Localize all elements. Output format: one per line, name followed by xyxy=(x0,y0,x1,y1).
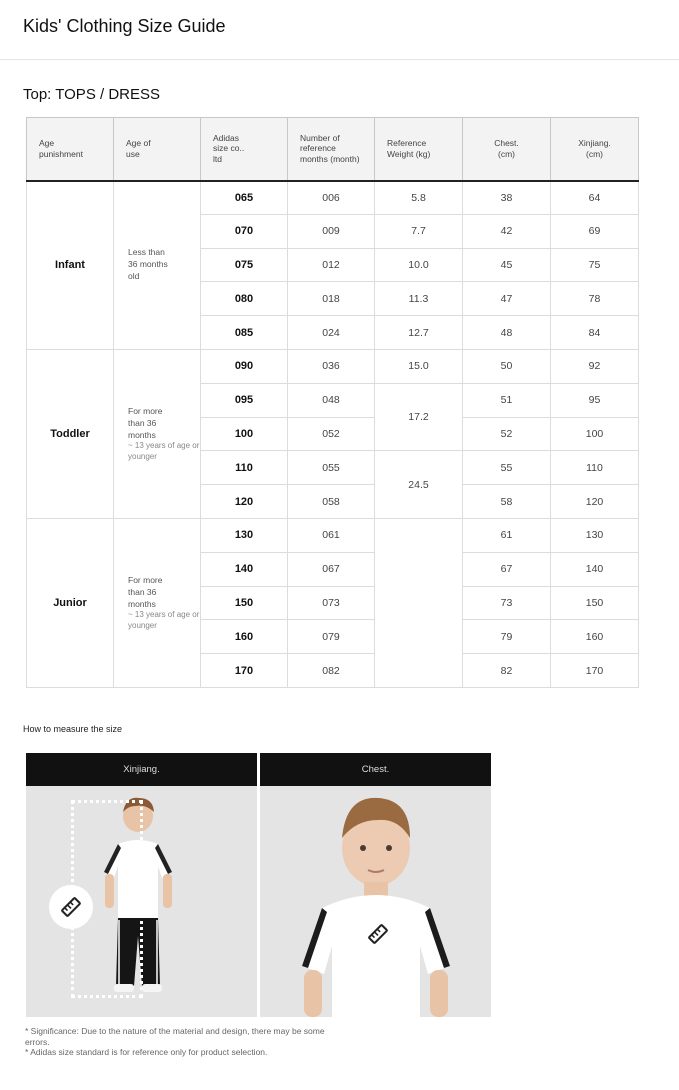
height-cell: 170 xyxy=(551,654,639,688)
size-code: 140 xyxy=(201,552,288,586)
height-cell: 92 xyxy=(551,349,639,383)
months-cell: 079 xyxy=(288,620,375,654)
size-code: 150 xyxy=(201,586,288,620)
ruler-icon xyxy=(49,885,93,929)
size-code: 100 xyxy=(201,417,288,451)
size-code: 095 xyxy=(201,383,288,417)
group-label-infant: Infant xyxy=(27,181,114,350)
weight-cell: 24.5 xyxy=(375,451,463,519)
age-of-use-junior: For more than 36 months ~ 13 years of age or younger xyxy=(114,518,201,687)
age-of-use-toddler: For more than 36 months ~ 13 years of age or younger xyxy=(114,349,201,518)
header-size-code: Adidas size co.. ltd xyxy=(201,118,288,181)
weight-cell: 11.3 xyxy=(375,282,463,316)
size-code: 130 xyxy=(201,518,288,552)
months-cell: 006 xyxy=(288,181,375,215)
size-code: 110 xyxy=(201,451,288,485)
header-height: Xinjiang. (cm) xyxy=(551,118,639,181)
size-table xyxy=(26,117,639,688)
chest-cell: 47 xyxy=(463,282,551,316)
chest-cell: 51 xyxy=(463,383,551,417)
group-label-toddler: Toddler xyxy=(27,349,114,518)
header-weight: Reference Weight (kg) xyxy=(375,118,463,181)
page-title: Kids' Clothing Size Guide xyxy=(23,16,226,36)
chest-panel-header: Chest. xyxy=(260,753,491,786)
child-upper-body-illustration xyxy=(260,786,491,1017)
chest-cell: 67 xyxy=(463,552,551,586)
chest-cell: 82 xyxy=(463,654,551,688)
weight-cell: 10.0 xyxy=(375,248,463,282)
header-chest: Chest. (cm) xyxy=(463,118,551,181)
months-cell: 052 xyxy=(288,417,375,451)
size-code: 090 xyxy=(201,349,288,383)
header-age-group: Age punishment xyxy=(27,118,114,181)
months-cell: 073 xyxy=(288,586,375,620)
months-cell: 058 xyxy=(288,485,375,519)
section-title: Top: TOPS / DRESS xyxy=(23,86,160,103)
height-cell: 69 xyxy=(551,214,639,248)
months-cell: 048 xyxy=(288,383,375,417)
chest-cell: 73 xyxy=(463,586,551,620)
months-cell: 036 xyxy=(288,349,375,383)
chest-cell: 42 xyxy=(463,214,551,248)
footnote-errors: * Significance: Due to the nature of the material and design, there may be some errors. xyxy=(25,1026,325,1047)
header-months: Number of reference months (month) xyxy=(288,118,375,181)
table-row xyxy=(27,181,639,215)
weight-cell: 12.7 xyxy=(375,316,463,350)
chest-cell: 61 xyxy=(463,518,551,552)
chest-cell: 55 xyxy=(463,451,551,485)
height-cell: 160 xyxy=(551,620,639,654)
size-code: 075 xyxy=(201,248,288,282)
group-label-junior: Junior xyxy=(27,518,114,687)
height-measure-panel xyxy=(26,753,257,1017)
measure-title: How to measure the size xyxy=(23,724,123,734)
months-cell: 009 xyxy=(288,214,375,248)
months-cell: 024 xyxy=(288,316,375,350)
months-cell: 018 xyxy=(288,282,375,316)
chest-cell: 45 xyxy=(463,248,551,282)
weight-cell: 5.8 xyxy=(375,181,463,215)
height-cell: 130 xyxy=(551,518,639,552)
footnote-reference: * Adidas size standard is for reference only for product selection. xyxy=(25,1047,268,1058)
months-cell: 061 xyxy=(288,518,375,552)
height-panel-header: Xinjiang. xyxy=(26,753,257,786)
size-code: 085 xyxy=(201,316,288,350)
chest-cell: 48 xyxy=(463,316,551,350)
size-code: 170 xyxy=(201,654,288,688)
weight-cell: 17.2 xyxy=(375,383,463,451)
chest-cell: 38 xyxy=(463,181,551,215)
weight-cell: 15.0 xyxy=(375,349,463,383)
ruler-icon xyxy=(356,912,400,956)
size-code: 065 xyxy=(201,181,288,215)
height-cell: 120 xyxy=(551,485,639,519)
child-full-body-photo xyxy=(26,786,257,1017)
height-cell: 150 xyxy=(551,586,639,620)
table-row xyxy=(27,349,639,383)
weight-cell-empty xyxy=(375,518,463,687)
title-divider xyxy=(0,59,679,60)
table-header-row xyxy=(27,118,639,181)
chest-cell: 79 xyxy=(463,620,551,654)
weight-cell: 7.7 xyxy=(375,214,463,248)
height-cell: 64 xyxy=(551,181,639,215)
footnotes xyxy=(25,1026,325,1058)
months-cell: 055 xyxy=(288,451,375,485)
chest-cell: 52 xyxy=(463,417,551,451)
header-age-of-use: Age of use xyxy=(114,118,201,181)
size-code: 070 xyxy=(201,214,288,248)
months-cell: 082 xyxy=(288,654,375,688)
child-upper-body-photo xyxy=(260,786,491,1017)
size-code: 080 xyxy=(201,282,288,316)
table-row xyxy=(27,518,639,552)
height-cell: 75 xyxy=(551,248,639,282)
height-cell: 140 xyxy=(551,552,639,586)
months-cell: 012 xyxy=(288,248,375,282)
size-code: 120 xyxy=(201,485,288,519)
height-cell: 84 xyxy=(551,316,639,350)
size-code: 160 xyxy=(201,620,288,654)
height-cell: 110 xyxy=(551,451,639,485)
height-cell: 100 xyxy=(551,417,639,451)
chest-measure-panel xyxy=(260,753,491,1017)
height-cell: 78 xyxy=(551,282,639,316)
chest-cell: 58 xyxy=(463,485,551,519)
chest-cell: 50 xyxy=(463,349,551,383)
age-of-use-infant: Less than 36 months old xyxy=(114,181,201,350)
months-cell: 067 xyxy=(288,552,375,586)
height-cell: 95 xyxy=(551,383,639,417)
